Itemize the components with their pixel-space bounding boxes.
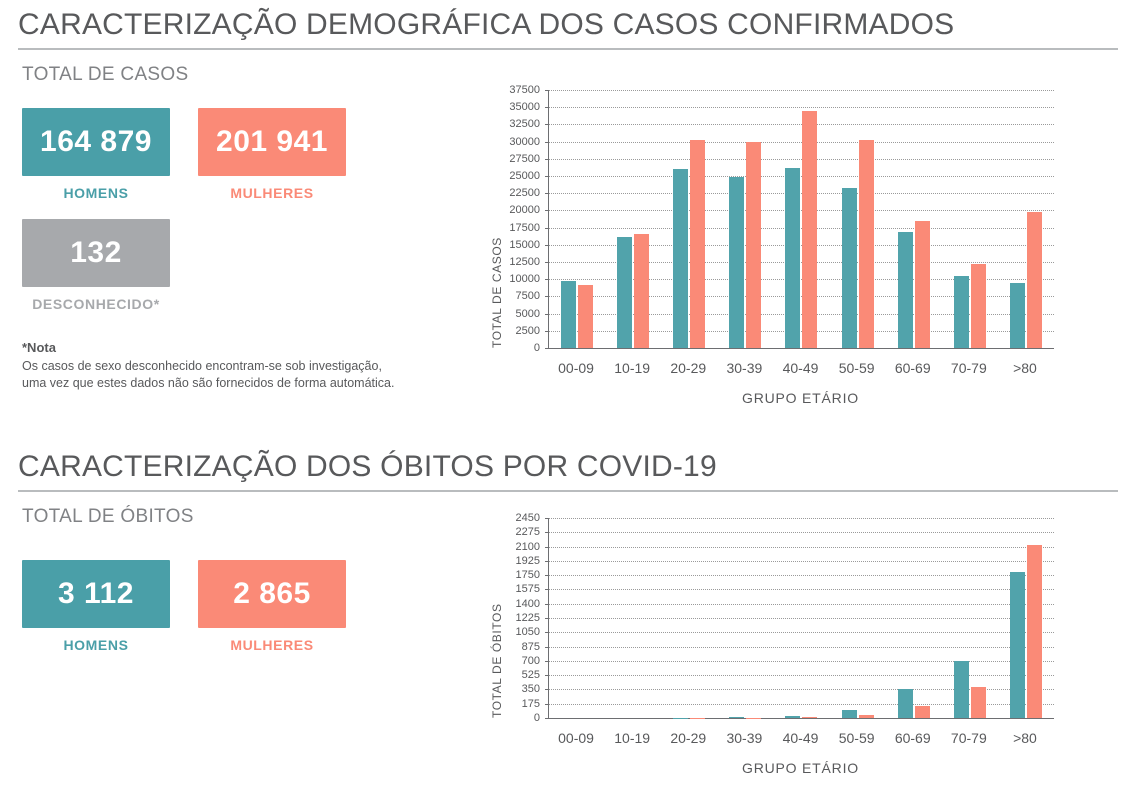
y-axis-tick-label: 1050	[480, 626, 540, 638]
bar	[746, 142, 761, 348]
section2-kpi-column	[0, 560, 460, 653]
x-axis-tick-label: 10-19	[614, 730, 650, 746]
bar	[561, 281, 576, 348]
kpi-mulheres-casos-label: MULHERES	[198, 176, 346, 201]
y-axis-tick-label: 875	[480, 641, 540, 653]
bar-group	[661, 518, 717, 718]
x-axis-tick-label: 20-29	[670, 730, 706, 746]
bar	[898, 232, 913, 348]
y-axis-tick-label: 525	[480, 669, 540, 681]
kpi-homens-casos-box	[22, 108, 170, 176]
section2-title: CARACTERIZAÇÃO DOS ÓBITOS POR COVID-19	[0, 450, 1140, 490]
y-axis-tick-label: 350	[480, 683, 540, 695]
bar-group	[717, 518, 773, 718]
x-axis-tick-label: 30-39	[726, 730, 762, 746]
y-axis-tick-label: 0	[480, 342, 540, 354]
y-axis-tick-mark	[545, 718, 549, 719]
bar-group	[549, 90, 605, 348]
section-casos-confirmados	[0, 0, 1140, 86]
y-axis-tick-mark	[545, 348, 549, 349]
bar	[971, 687, 986, 718]
y-axis-title: TOTAL DE ÓBITOS	[490, 603, 504, 718]
bar	[802, 717, 817, 718]
section1-note	[0, 340, 460, 392]
y-axis-tick-label: 1925	[480, 555, 540, 567]
x-axis-tick-label: >80	[1013, 730, 1037, 746]
x-axis-tick-label: 70-79	[951, 360, 987, 376]
y-axis-tick-label: 1575	[480, 583, 540, 595]
kpi-homens-obitos-box	[22, 560, 170, 628]
section-obitos	[0, 450, 1140, 528]
bar	[785, 168, 800, 348]
bar-group	[998, 90, 1054, 348]
y-axis-tick-label: 35000	[480, 101, 540, 113]
bar	[785, 716, 800, 718]
bar	[915, 706, 930, 718]
plot-area	[548, 90, 1054, 349]
bar	[898, 689, 913, 718]
kpi-mulheres-obitos-value: 2 865	[233, 577, 311, 611]
bar	[842, 710, 857, 718]
kpi-mulheres-casos-box	[198, 108, 346, 176]
chart-casos-por-grupo-etario	[470, 82, 1130, 422]
bar	[634, 234, 649, 348]
x-axis-tick-label: 50-59	[839, 730, 875, 746]
kpi-mulheres-obitos-label: MULHERES	[198, 628, 346, 653]
bar-group	[605, 90, 661, 348]
note-line-2: uma vez que estes dados não são fornecidos de forma automática.	[0, 375, 460, 392]
y-axis-tick-label: 25000	[480, 170, 540, 182]
y-axis-tick-label: 7500	[480, 290, 540, 302]
y-axis-tick-label: 37500	[480, 84, 540, 96]
bar-group	[773, 90, 829, 348]
bar	[915, 221, 930, 348]
bar	[1027, 212, 1042, 348]
y-axis-tick-label: 1750	[480, 569, 540, 581]
y-axis-tick-label: 175	[480, 698, 540, 710]
y-axis-tick-label: 2500	[480, 325, 540, 337]
y-axis-tick-label: 22500	[480, 187, 540, 199]
x-axis-tick-label: 30-39	[726, 360, 762, 376]
x-axis-title: GRUPO ETÁRIO	[548, 760, 1053, 776]
section1-kpi-column	[0, 108, 460, 392]
kpi-desconhecido-casos-label: DESCONHECIDO*	[22, 287, 170, 312]
x-axis-title: GRUPO ETÁRIO	[548, 390, 1053, 406]
y-axis-tick-label: 700	[480, 655, 540, 667]
y-axis-tick-label: 12500	[480, 256, 540, 268]
bar	[729, 177, 744, 348]
bar-group	[830, 518, 886, 718]
y-axis-tick-label: 30000	[480, 136, 540, 148]
x-axis-tick-label: 20-29	[670, 360, 706, 376]
bar	[954, 661, 969, 718]
bar	[690, 140, 705, 348]
y-axis-tick-label: 17500	[480, 222, 540, 234]
kpi-homens-casos-value: 164 879	[40, 125, 152, 159]
kpi-mulheres-casos-value: 201 941	[216, 125, 328, 159]
bar-group	[717, 90, 773, 348]
x-axis-tick-label: 60-69	[895, 360, 931, 376]
note-title: *Nota	[0, 340, 460, 358]
section2-subtitle: TOTAL DE ÓBITOS	[0, 492, 1140, 528]
bar	[673, 169, 688, 348]
y-axis-tick-label: 0	[480, 712, 540, 724]
kpi-mulheres-obitos-box	[198, 560, 346, 628]
y-axis-tick-label: 10000	[480, 273, 540, 285]
kpi-homens-obitos-label: HOMENS	[22, 628, 170, 653]
bar	[859, 715, 874, 718]
x-axis-tick-label: 00-09	[558, 730, 594, 746]
y-axis-tick-label: 2275	[480, 526, 540, 538]
y-axis-tick-label: 1225	[480, 612, 540, 624]
kpi-desconhecido-casos-box	[22, 219, 170, 287]
bar	[1010, 572, 1025, 718]
chart-obitos-por-grupo-etario	[470, 510, 1130, 800]
bar-group	[773, 518, 829, 718]
bar	[617, 237, 632, 348]
y-axis-tick-label: 32500	[480, 118, 540, 130]
kpi-homens-obitos-value: 3 112	[58, 577, 134, 611]
y-axis-tick-label: 15000	[480, 239, 540, 251]
section1-title: CARACTERIZAÇÃO DEMOGRÁFICA DOS CASOS CONFIRMADOS	[0, 8, 1140, 48]
y-axis-tick-label: 20000	[480, 204, 540, 216]
bar-group	[942, 518, 998, 718]
x-axis-tick-label: 00-09	[558, 360, 594, 376]
bar-group	[549, 518, 605, 718]
x-axis-tick-label: 40-49	[783, 360, 819, 376]
bar	[954, 276, 969, 348]
bar	[971, 264, 986, 348]
bar	[1010, 283, 1025, 348]
bar-group	[942, 90, 998, 348]
bar	[802, 111, 817, 348]
y-axis-tick-label: 27500	[480, 153, 540, 165]
bar	[842, 188, 857, 348]
x-axis-tick-label: 70-79	[951, 730, 987, 746]
x-axis-tick-label: >80	[1013, 360, 1037, 376]
y-axis-tick-label: 2450	[480, 512, 540, 524]
kpi-homens-obitos	[22, 560, 170, 653]
kpi-desconhecido-casos-value: 132	[70, 236, 122, 270]
bar-group	[998, 518, 1054, 718]
bar	[1027, 545, 1042, 718]
y-axis-tick-label: 5000	[480, 308, 540, 320]
kpi-homens-casos	[22, 108, 170, 201]
bar-group	[886, 518, 942, 718]
x-axis-tick-label: 60-69	[895, 730, 931, 746]
kpi-mulheres-casos	[198, 108, 346, 201]
bar-group	[661, 90, 717, 348]
bar-group	[830, 90, 886, 348]
x-axis-tick-label: 10-19	[614, 360, 650, 376]
bar	[729, 717, 744, 718]
kpi-mulheres-obitos	[198, 560, 346, 653]
note-line-1: Os casos de sexo desconhecido encontram-se sob investigação,	[0, 358, 460, 375]
bar-group	[886, 90, 942, 348]
section1-subtitle: TOTAL DE CASOS	[0, 50, 1140, 86]
x-axis-tick-label: 40-49	[783, 730, 819, 746]
bar	[578, 285, 593, 348]
kpi-homens-casos-label: HOMENS	[22, 176, 170, 201]
y-axis-tick-label: 2100	[480, 541, 540, 553]
section2-kpi-row-1	[0, 560, 460, 653]
section1-kpi-row-1	[0, 108, 460, 201]
kpi-desconhecido-casos	[22, 219, 170, 312]
plot-area	[548, 518, 1054, 719]
bar	[859, 140, 874, 348]
y-axis-title: TOTAL DE CASOS	[490, 237, 504, 348]
x-axis-tick-label: 50-59	[839, 360, 875, 376]
section1-kpi-row-2	[0, 219, 460, 312]
y-axis-tick-label: 1400	[480, 598, 540, 610]
bar-group	[605, 518, 661, 718]
